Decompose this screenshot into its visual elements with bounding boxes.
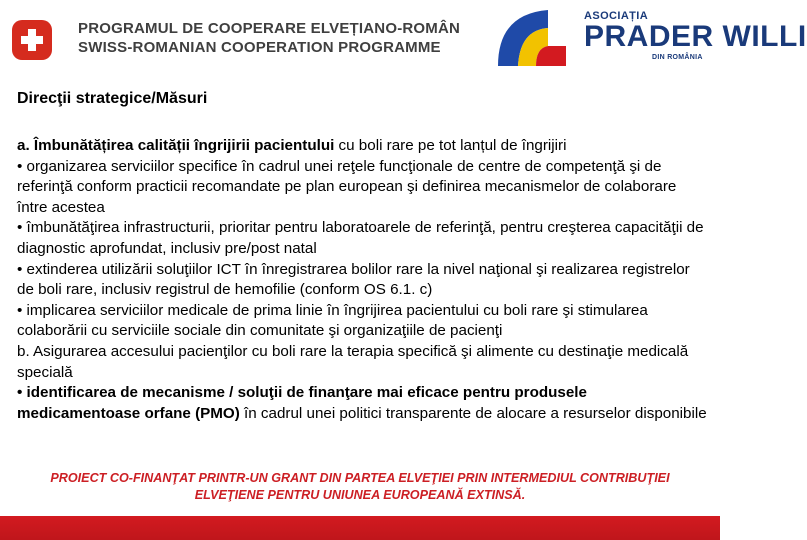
measure-a-label: a. Îmbunătățirea calității îngrijirii pacientului — [17, 137, 335, 154]
logo-din-romania: DIN ROMÂNIA — [652, 54, 703, 61]
romania-flag-arc — [488, 6, 588, 68]
program-title-en: SWISS-ROMANIAN COOPERATION PROGRAMME — [78, 39, 441, 56]
program-title-ro: PROGRAMUL DE COOPERARE ELVEȚIANO-ROMÂN — [78, 20, 461, 37]
measure-b: b. Asigurarea accesului pacienţilor cu boli rare la terapia specifică şi alimente cu destinaţie medicală specială — [17, 342, 689, 381]
header — [0, 0, 807, 78]
bullet-4: • implicarea serviciilor medicale de prima linie în îngrijirea pacientului cu boli rare şi stimularea colaborării cu serviciile sociale din comunitate şi organizaţiile de pacienţi — [17, 301, 648, 340]
bullet-5 — [17, 383, 707, 424]
measure-a — [17, 136, 707, 157]
bullet-3: • extinderea utilizării soluţiilor ICT în înregistrarea bolilor rare la nivel naţional şi realizarea registrelor de boli rare, inclusiv registrul de hemofilie (conform OS 6.1. c) — [17, 260, 690, 299]
measure-a-rest: cu boli rare pe tot lanțul de îngrijiri — [334, 137, 567, 154]
swiss-flag-logo — [12, 20, 52, 60]
footer-bar — [0, 516, 720, 540]
cofinancing-notice — [0, 470, 720, 504]
program-title — [78, 19, 460, 57]
bullet-5-rest: în cadrul unei politici transparente de alocare a resurselor disponibile — [239, 404, 707, 422]
content-body — [17, 136, 707, 424]
section-title: Direcţii strategice/Măsuri — [17, 90, 208, 107]
bullet-1: • organizarea serviciilor specifice în cadrul unei reţele funcţionale de centre de competenţă şi de referinţă conform practicii recomandate pe plan european şi definirea mecanismelor de colaborare între acestea — [17, 157, 677, 216]
cofinancing-line-1: PROIECT CO-FINANŢAT PRINTR-UN GRANT DIN PARTEA ELVEŢIEI PRIN INTERMEDIUL CONTRIBUŢIEI — [50, 471, 670, 485]
logo-prader-willi: PRADER WILLI — [584, 20, 807, 53]
bullet-2: • îmbunătăţirea infrastructurii, prioritar pentru laboratoarele de referinţă, pentru creşterea capacităţii de diagnostic aprofundat, inclusiv pre/post natal — [17, 219, 704, 257]
logo-asociatia: ASOCIAȚIA — [584, 10, 649, 22]
bullet-5-bold: • identificarea de mecanisme / soluţii de finanţare mai eficace pentru produsele medicamentoase orfane (PMO) — [17, 384, 587, 422]
prader-willi-logo — [488, 6, 807, 68]
cofinancing-line-2: ELVEŢIENE PENTRU UNIUNEA EUROPEANĂ EXTINSĂ. — [194, 488, 526, 502]
